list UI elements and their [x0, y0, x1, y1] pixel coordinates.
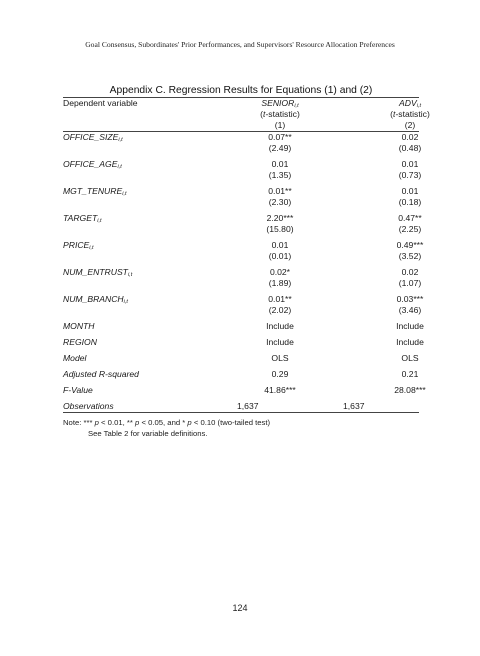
- coefficient-cell: 0.01: [271, 240, 289, 250]
- table-row-tstat: [63, 305, 459, 316]
- coefficient-cell: 0.02: [401, 267, 419, 277]
- table-row-tstat: [63, 251, 459, 262]
- summary-row: [63, 369, 459, 380]
- table-row-tstat: [63, 278, 459, 289]
- summary-row: [63, 353, 459, 364]
- summary-label: Observations: [63, 401, 114, 411]
- summary-cell: 0.29: [271, 369, 289, 379]
- col2-header-name: $ADV_{i,t}$: [399, 98, 421, 109]
- table-row: [63, 159, 459, 170]
- significance-note: Note: *** p < 0.01, ** p < 0.05, and * p < 0.10 (two-tailed test): [63, 418, 271, 427]
- t-statistic-cell: (0.18): [398, 197, 422, 207]
- running-head: Goal Consensus, Subordinates' Prior Performances, and Supervisors' Resource Allocation Preferences: [85, 40, 395, 49]
- table-row-tstat: [63, 170, 459, 181]
- variable-label: $NUM\_ENTRUST_{i,t}$: [63, 267, 133, 278]
- col1-header-stat: (t-statistic): [260, 109, 300, 119]
- dependent-variable-label: Dependent variable: [63, 98, 138, 108]
- t-statistic-cell: (2.25): [398, 224, 422, 234]
- summary-cell: 0.21: [401, 369, 419, 379]
- table-notes: [63, 417, 423, 439]
- summary-label: F-Value: [63, 385, 93, 395]
- t-statistic-cell: (15.80): [266, 224, 294, 234]
- table-row: [63, 186, 459, 197]
- coefficient-rows: [63, 132, 459, 412]
- coefficient-cell: 0.01: [401, 159, 419, 169]
- coefficient-cell: 0.01**: [268, 294, 292, 304]
- summary-row: [63, 321, 459, 332]
- variable-label: $PRICE_{i,t}$: [63, 240, 94, 251]
- variable-label: $OFFICE\_AGE_{i,t}$: [63, 159, 122, 170]
- summary-cell: OLS: [271, 353, 289, 363]
- coefficient-cell: 0.01**: [268, 186, 292, 196]
- coefficient-cell: 0.01: [401, 186, 419, 196]
- summary-label: REGION: [63, 337, 97, 347]
- table-caption: Appendix C. Regression Results for Equations (1) and (2): [109, 85, 373, 96]
- t-statistic-cell: (0.73): [398, 170, 422, 180]
- t-statistic-cell: (0.48): [398, 143, 422, 153]
- coefficient-cell: 0.02*: [269, 267, 291, 277]
- definitions-note: See Table 2 for variable definitions.: [88, 429, 208, 438]
- regression-table-block: [63, 85, 430, 413]
- table-row: [63, 267, 459, 278]
- col2-header-stat: (t-statistic): [390, 109, 430, 119]
- t-statistic-cell: (3.46): [398, 305, 422, 315]
- coefficient-cell: 2.20***: [266, 213, 294, 223]
- summary-label: Model: [63, 353, 87, 363]
- header-row-number: [63, 120, 459, 131]
- col1-header-number: (1): [274, 120, 286, 130]
- page-number: 124: [232, 603, 248, 613]
- table-row: [63, 294, 459, 305]
- coefficient-cell: 0.47**: [398, 213, 422, 223]
- t-statistic-cell: (1.89): [268, 278, 292, 288]
- summary-cell: Include: [396, 321, 424, 331]
- col2-header-number: (2): [404, 120, 416, 130]
- variable-label: $NUM\_BRANCH_{i,t}$: [63, 294, 128, 305]
- variable-label: $MGT\_TENURE_{i,t}$: [63, 186, 127, 197]
- summary-row: [63, 337, 459, 348]
- table-row-tstat: [63, 224, 459, 235]
- t-statistic-cell: (1.07): [398, 278, 422, 288]
- t-statistic-cell: (2.02): [268, 305, 292, 315]
- header-row-stat: [63, 109, 459, 120]
- summary-label: MONTH: [63, 321, 95, 331]
- summary-cell: Include: [396, 337, 424, 347]
- variable-label: $OFFICE\_SIZE_{i,t}$: [63, 132, 123, 143]
- col1-header-name: $SENIOR_{i,t}$: [261, 98, 299, 109]
- t-statistic-cell: (3.52): [398, 251, 422, 261]
- table-row-tstat: [63, 197, 459, 208]
- coefficient-cell: 0.01: [271, 159, 289, 169]
- table-row: [63, 213, 459, 224]
- header-row-names: [63, 98, 459, 109]
- summary-row: [63, 401, 459, 412]
- regression-table: [63, 98, 459, 131]
- summary-cell: 1,637: [343, 401, 365, 411]
- summary-cell: Include: [266, 321, 294, 331]
- summary-cell: 1,637: [237, 401, 259, 411]
- coefficient-cell: 0.07**: [268, 132, 292, 142]
- coefficient-cell: 0.03***: [396, 294, 424, 304]
- coefficient-cell: 0.02: [401, 132, 419, 142]
- t-statistic-cell: (2.30): [268, 197, 292, 207]
- summary-cell: 28.08***: [394, 385, 426, 395]
- coefficient-cell: 0.49***: [396, 240, 424, 250]
- t-statistic-cell: (0.01): [268, 251, 292, 261]
- summary-label: Adjusted R-squared: [63, 369, 139, 379]
- bottom-rule: [63, 412, 419, 413]
- summary-cell: Include: [266, 337, 294, 347]
- table-row-tstat: [63, 143, 459, 154]
- summary-cell: OLS: [401, 353, 419, 363]
- summary-row: [63, 385, 459, 396]
- summary-cell: 41.86***: [264, 385, 296, 395]
- t-statistic-cell: (2.49): [268, 143, 292, 153]
- t-statistic-cell: (1.35): [268, 170, 292, 180]
- variable-label: $TARGET_{i,t}$: [63, 213, 102, 224]
- table-row: [63, 132, 459, 143]
- table-row: [63, 240, 459, 251]
